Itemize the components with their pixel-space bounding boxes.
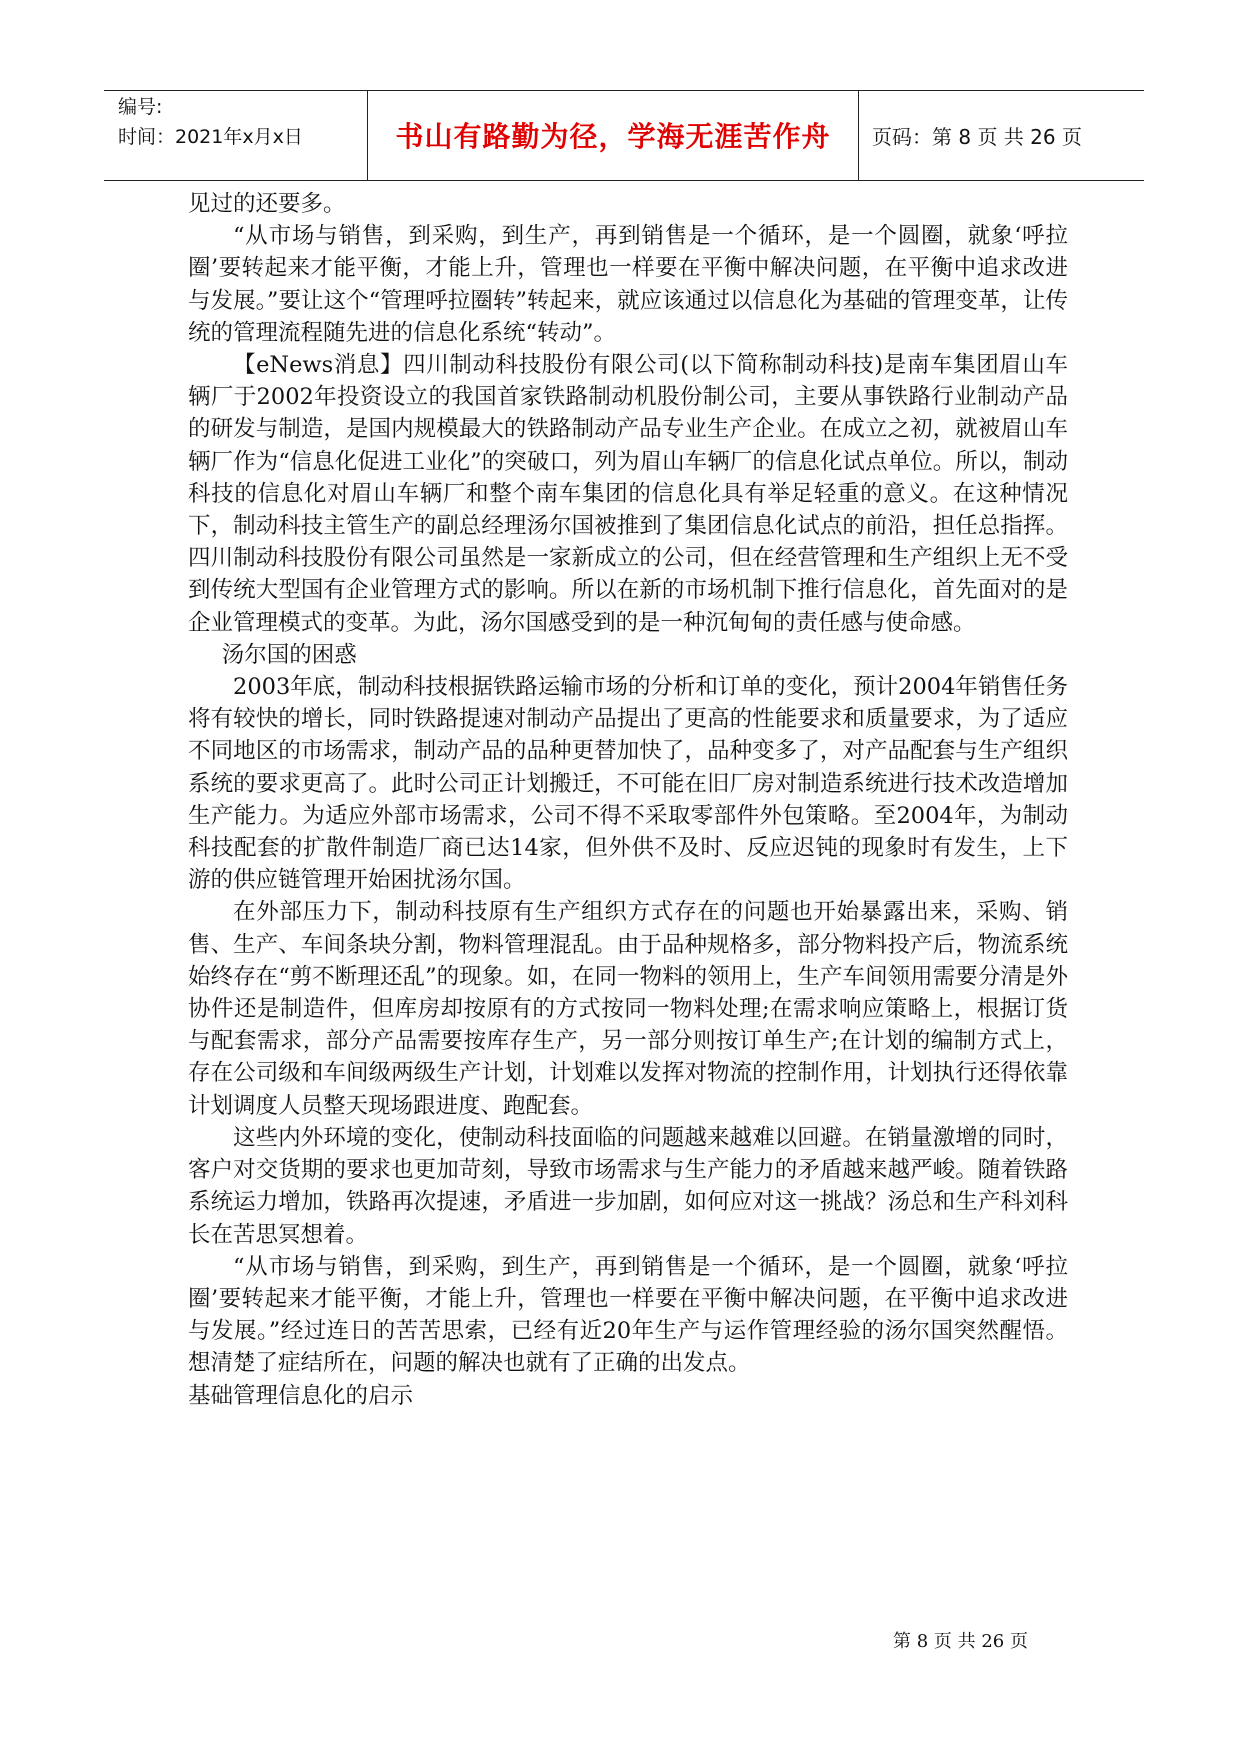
- time-label: 时间：2021年x月x日: [118, 126, 303, 148]
- paragraph: 在外部压力下，制动科技原有生产组织方式存在的问题也开始暴露出来，采购、销售、生产、车间条块分割，物料管理混乱。由于品种规格多，部分物料投产后，物流系统始终存在“剪不断理还乱”的现象。如，在同一物料的领用上，生产车间领用需要分清是外协件还是制造件，但库房却按原有的方式按同一物料处理;在需求响应策略上，根据订货与配套需求，部分产品需要按库存生产，另一部分则按订单生产;在计划的编制方式上，存在公司级和车间级两级生产计划，计划难以发挥对物流的控制作用，计划执行还得依靠计划调度人员整天现场跟进度、跑配套。: [188, 899, 1068, 1119]
- paragraph: “从市场与销售，到采购，到生产，再到销售是一个循环，是一个圆圈，就象‘呼拉圈’要转起来才能平衡，才能上升，管理也一样要在平衡中解决问题，在平衡中追求改进与发展。”经过连日的苦苦思索，已经有近20年生产与运作管理经验的汤尔国突然醒悟。想清楚了症结所在，问题的解决也就有了正确的出发点。: [188, 1253, 1068, 1377]
- header-meta: [118, 92, 363, 152]
- section-heading: 基础管理信息化的启示: [188, 1382, 414, 1409]
- paragraph: 见过的还要多。: [188, 191, 346, 217]
- header-motto: 书山有路勤为径，学海无涯苦作舟: [395, 120, 831, 153]
- document-body: [188, 188, 1068, 1412]
- paragraph: 2003年底，制动科技根据铁路运输市场的分析和订单的变化，预计2004年销售任务将有较快的增长，同时铁路提速对制动产品提出了更高的性能要求和质量要求，为了适应不同地区的市场需求，制动产品的品种更替加快了，品种变多了，对产品配套与生产组织系统的要求更高了。此时公司正计划搬迁，不可能在旧厂房对制造系统进行技术改造增加生产能力。为适应外部市场需求，公司不得不采取零部件外包策略。至2004年，为制动科技配套的扩散件制造厂商已达14家，但外供不及时、反应迟钝的现象时有发生，上下游的供应链管理开始困扰汤尔国。: [188, 674, 1068, 894]
- page-footer: 第 8 页 共 26 页: [893, 1631, 1028, 1652]
- paragraph: 这些内外环境的变化，使制动科技面临的问题越来越难以回避。在销量激增的同时，客户对交货期的要求也更加苛刻，导致市场需求与生产能力的矛盾越来越严峻。随着铁路系统运力增加，铁路再次提速，矛盾进一步加剧，如何应对这一挑战？汤总和生产科刘科长在苦思冥想着。: [188, 1124, 1068, 1248]
- paragraph: 【eNews消息】四川制动科技股份有限公司(以下简称制动科技)是南车集团眉山车辆厂于2002年投资设立的我国首家铁路制动机股份制公司，主要从事铁路行业制动产品的研发与制造，是国内规模最大的铁路制动产品专业生产企业。在成立之初，就被眉山车辆厂作为“信息化促进工业化”的突破口，列为眉山车辆厂的信息化试点单位。所以，制动科技的信息化对眉山车辆厂和整个南车集团的信息化具有举足轻重的意义。在这种情况下，制动科技主管生产的副总经理汤尔国被推到了集团信息化试点的前沿，担任总指挥。四川制动科技股份有限公司虽然是一家新成立的公司，但在经营管理和生产组织上无不受到传统大型国有企业管理方式的影响。所以在新的市场机制下推行信息化，首先面对的是企业管理模式的变革。为此，汤尔国感受到的是一种沉甸甸的责任感与使命感。: [188, 352, 1068, 636]
- header-bottom-rule: [104, 180, 1144, 181]
- header-divider-right: [858, 90, 859, 181]
- paragraph: “从市场与销售，到采购，到生产，再到销售是一个循环，是一个圆圈，就象‘呼拉圈’要转起来才能平衡，才能上升，管理也一样要在平衡中解决问题，在平衡中追求改进与发展。”要让这个“管理呼拉圈转”转起来，就应该通过以信息化为基础的管理变革，让传统的管理流程随先进的信息化系统“转动”。: [188, 223, 1068, 346]
- number-label: 编号:: [118, 96, 163, 118]
- header-divider-left: [367, 90, 368, 181]
- section-heading: 汤尔国的困惑: [221, 641, 357, 668]
- page-header: [104, 90, 1144, 182]
- header-page-label: 页码：第 8 页 共 26 页: [872, 124, 1082, 149]
